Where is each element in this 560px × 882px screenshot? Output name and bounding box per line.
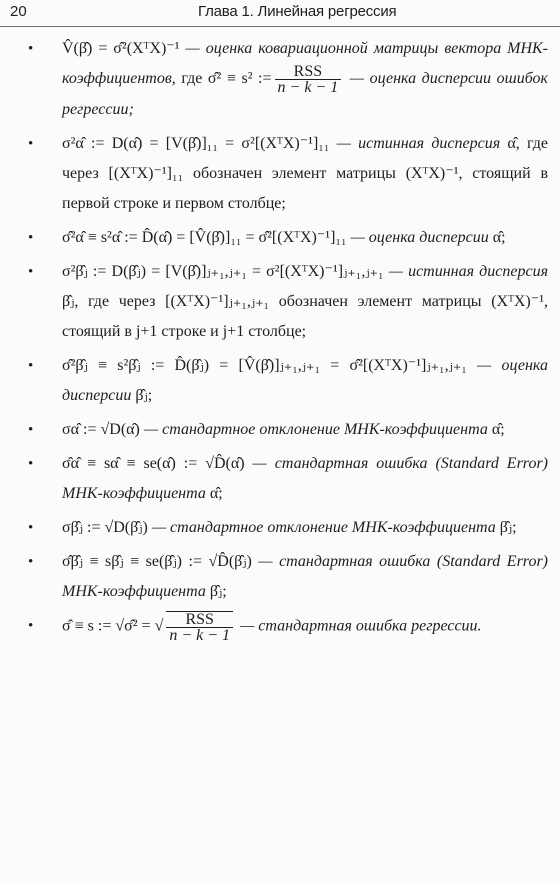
- bullet: •: [28, 618, 34, 634]
- bullet: •: [28, 422, 34, 438]
- fraction-denominator: n − k − 1: [277, 79, 339, 96]
- fraction: [275, 64, 342, 95]
- list-item: [0, 223, 560, 253]
- symbol: α̂: [209, 485, 219, 502]
- description-where: где: [181, 70, 208, 88]
- formula: σ̂²β̂ⱼ ≡ s²β̂ⱼ := D̂(β̂ⱼ) = [V̂(β̂)]ⱼ₊₁,ⱼ₊₁ = σ̂²[(XᵀX)⁻¹]ⱼ₊₁,ⱼ₊₁: [62, 357, 467, 374]
- list-item: [0, 34, 560, 125]
- formula: σ̂β̂ⱼ ≡ sβ̂ⱼ ≡ se(β̂ⱼ) := √D̂(β̂ⱼ): [62, 553, 252, 570]
- list-item: [0, 611, 560, 643]
- fraction-denominator: n − k − 1: [169, 627, 231, 644]
- bullet: •: [28, 41, 34, 57]
- symbol: β̂ⱼ: [499, 519, 513, 536]
- list-item: [0, 513, 560, 543]
- description: ;: [500, 421, 505, 438]
- symbol: β̂ⱼ: [135, 387, 148, 404]
- description: — стандартная ошибка (Standard Error) МНК-коэффициента: [62, 455, 548, 502]
- description: — оценка дисперсии: [62, 357, 549, 404]
- bullet: •: [28, 136, 34, 152]
- bullet: •: [28, 230, 34, 246]
- description: — стандартная ошибка (Standard Error) МНК-коэффициента: [62, 553, 548, 600]
- description: , где через [(XᵀX)⁻¹]₁₁ обозначен элемент матрицы (XᵀX)⁻¹, стоящий в первой строке и первом столбце;: [62, 135, 548, 212]
- formula: V̂(β̂) = σ̂²(XᵀX)⁻¹: [62, 40, 180, 57]
- description: ;: [512, 519, 517, 536]
- list-item: [0, 415, 560, 445]
- description: — оценка дисперсии ошибок регрессии;: [62, 70, 549, 118]
- fraction-numerator: RSS: [166, 612, 233, 628]
- description: — стандартная ошибка регрессии.: [236, 617, 482, 635]
- description: — истинная дисперсия: [383, 263, 549, 280]
- list-item: [0, 547, 560, 607]
- bullet: •: [28, 456, 34, 472]
- description: — оценка ковариационной матрицы векторa МНК-коэффициентов,: [62, 40, 548, 88]
- running-title: Глава 1. Линейная регрессия: [198, 3, 397, 20]
- formula: σ²α̂ := D(α̂) = [V(β̂)]₁₁ = σ²[(XᵀX)⁻¹]₁₁: [62, 135, 330, 152]
- list-item: [0, 129, 560, 219]
- fraction-numerator: RSS: [275, 64, 342, 80]
- description: ;: [501, 229, 506, 246]
- fraction: [166, 611, 233, 643]
- formula: σβ̂ⱼ := √D(β̂ⱼ): [62, 519, 148, 536]
- page-header: [0, 0, 560, 27]
- description: — оценка дисперсии: [346, 229, 493, 246]
- page-number: 20: [10, 3, 27, 20]
- description: ;: [222, 583, 227, 600]
- bullet: •: [28, 554, 34, 570]
- symbol: β̂ⱼ: [62, 293, 75, 310]
- description: , где через [(XᵀX)⁻¹]ⱼ₊₁,ⱼ₊₁ обозначен элемент матрицы (XᵀX)⁻¹, стоящий в j+1 строке и j+1 столбце;: [62, 293, 548, 340]
- description: — истинная дисперсия: [329, 135, 508, 152]
- formula: σ̂ ≡ s := √σ̂² = √: [62, 617, 164, 635]
- list-item: [0, 449, 560, 509]
- formula: σα̂ := √D(α̂): [62, 421, 140, 438]
- symbol: α̂: [491, 421, 501, 438]
- bullet: •: [28, 358, 34, 374]
- formula: σ̂α̂ ≡ sα̂ ≡ se(α̂) := √D̂(α̂): [62, 455, 245, 472]
- description: — стандартное отклонение МНК-коэффициента: [147, 519, 500, 536]
- description: — стандартное отклонение МНК-коэффициента: [139, 421, 492, 438]
- formula: σ̂²α̂ ≡ s²α̂ := D̂(α̂) = [V̂(β̂)]₁₁ = σ̂²[(XᵀX)⁻¹]₁₁: [62, 229, 347, 246]
- symbol: α̂: [507, 135, 516, 152]
- formula: σ²β̂ⱼ := D(β̂ⱼ) = [V(β̂)]ⱼ₊₁,ⱼ₊₁ = σ²[(XᵀX)⁻¹]ⱼ₊₁,ⱼ₊₁: [62, 263, 384, 280]
- description: ;: [147, 387, 153, 404]
- symbol: α̂: [492, 229, 502, 246]
- bullet: •: [28, 520, 34, 536]
- bullet: •: [28, 264, 34, 280]
- definitions-list: [0, 34, 560, 643]
- formula: σ̂² ≡ s² :=: [207, 70, 272, 88]
- symbol: β̂ⱼ: [209, 583, 223, 600]
- list-item: [0, 351, 560, 411]
- list-item: [0, 257, 560, 347]
- description: ;: [218, 485, 223, 502]
